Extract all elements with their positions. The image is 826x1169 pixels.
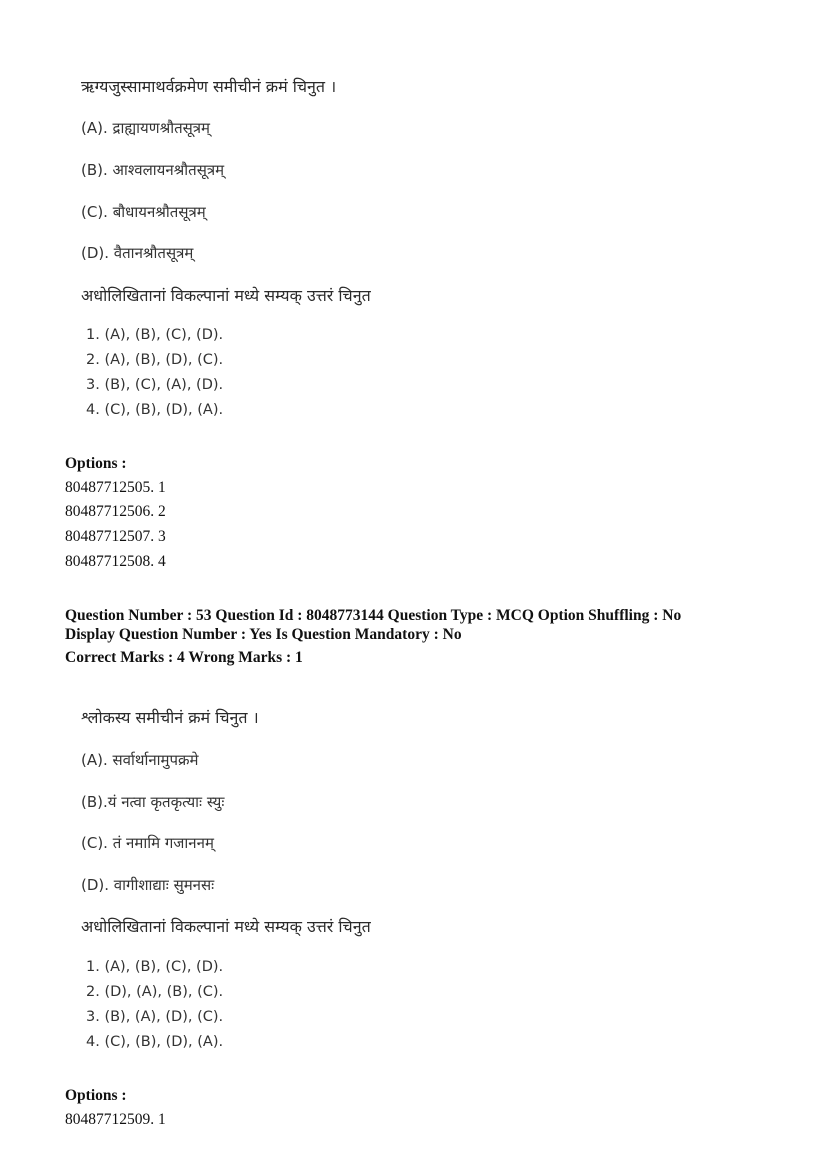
q52-choice-3: 3. (B), (C), (A), (D). <box>86 377 224 393</box>
q52-item-b: (B). आश्वलायनश्रौतसूत्रम् <box>81 161 225 179</box>
q52-choice-2: 2. (A), (B), (D), (C). <box>86 352 224 368</box>
q53-choice-3: 3. (B), (A), (D), (C). <box>86 1009 224 1025</box>
q53-meta-line1: Question Number : 53 Question Id : 8048773144 Question Type : MCQ Option Shuffling : No <box>65 607 682 624</box>
q53-item-a: (A). सर्वार्थानामुपक्रमे <box>81 751 199 769</box>
q52-option-4: 80487712508. 4 <box>65 553 166 570</box>
q53-choice-1: 1. (A), (B), (C), (D). <box>86 959 224 975</box>
q53-option-1: 80487712509. 1 <box>65 1111 166 1128</box>
q53-meta-line2: Display Question Number : Yes Is Question Mandatory : No <box>65 626 462 643</box>
q53-meta-line3: Correct Marks : 4 Wrong Marks : 1 <box>65 649 303 666</box>
q52-choice-1: 1. (A), (B), (C), (D). <box>86 327 224 343</box>
q52-option-3: 80487712507. 3 <box>65 528 166 545</box>
q52-item-c: (C). बौधायनश्रौतसूत्रम् <box>81 203 206 221</box>
q53-item-c: (C). तं नमामि गजाननम् <box>81 834 214 852</box>
q53-item-b: (B).यं नत्वा कृतकृत्याः स्युः <box>81 793 225 811</box>
q52-options-label: Options : <box>65 455 127 472</box>
q52-instruction: अधोलिखितानां विकल्पानां मध्ये सम्यक् उत्तरं चिनुत <box>81 286 371 305</box>
q53-stem: श्लोकस्य समीचीनं क्रमं चिनुत । <box>81 708 259 727</box>
q52-option-2: 80487712506. 2 <box>65 503 166 520</box>
q53-choice-4: 4. (C), (B), (D), (A). <box>86 1034 224 1050</box>
q53-item-d: (D). वागीशाद्याः सुमनसः <box>81 876 215 894</box>
q53-choice-2: 2. (D), (A), (B), (C). <box>86 984 224 1000</box>
q52-stem: ऋग्यजुस्सामाथर्वक्रमेण समीचीनं क्रमं चिनुत । <box>81 77 337 96</box>
q52-item-d: (D). वैतानश्रौतसूत्रम् <box>81 244 194 262</box>
q53-options-label: Options : <box>65 1087 127 1104</box>
q52-item-a: (A). द्राह्यायणश्रौतसूत्रम् <box>81 119 211 137</box>
q52-option-1: 80487712505. 1 <box>65 479 166 496</box>
q52-choice-4: 4. (C), (B), (D), (A). <box>86 402 224 418</box>
q53-instruction: अधोलिखितानां विकल्पानां मध्ये सम्यक् उत्तरं चिनुत <box>81 917 371 936</box>
